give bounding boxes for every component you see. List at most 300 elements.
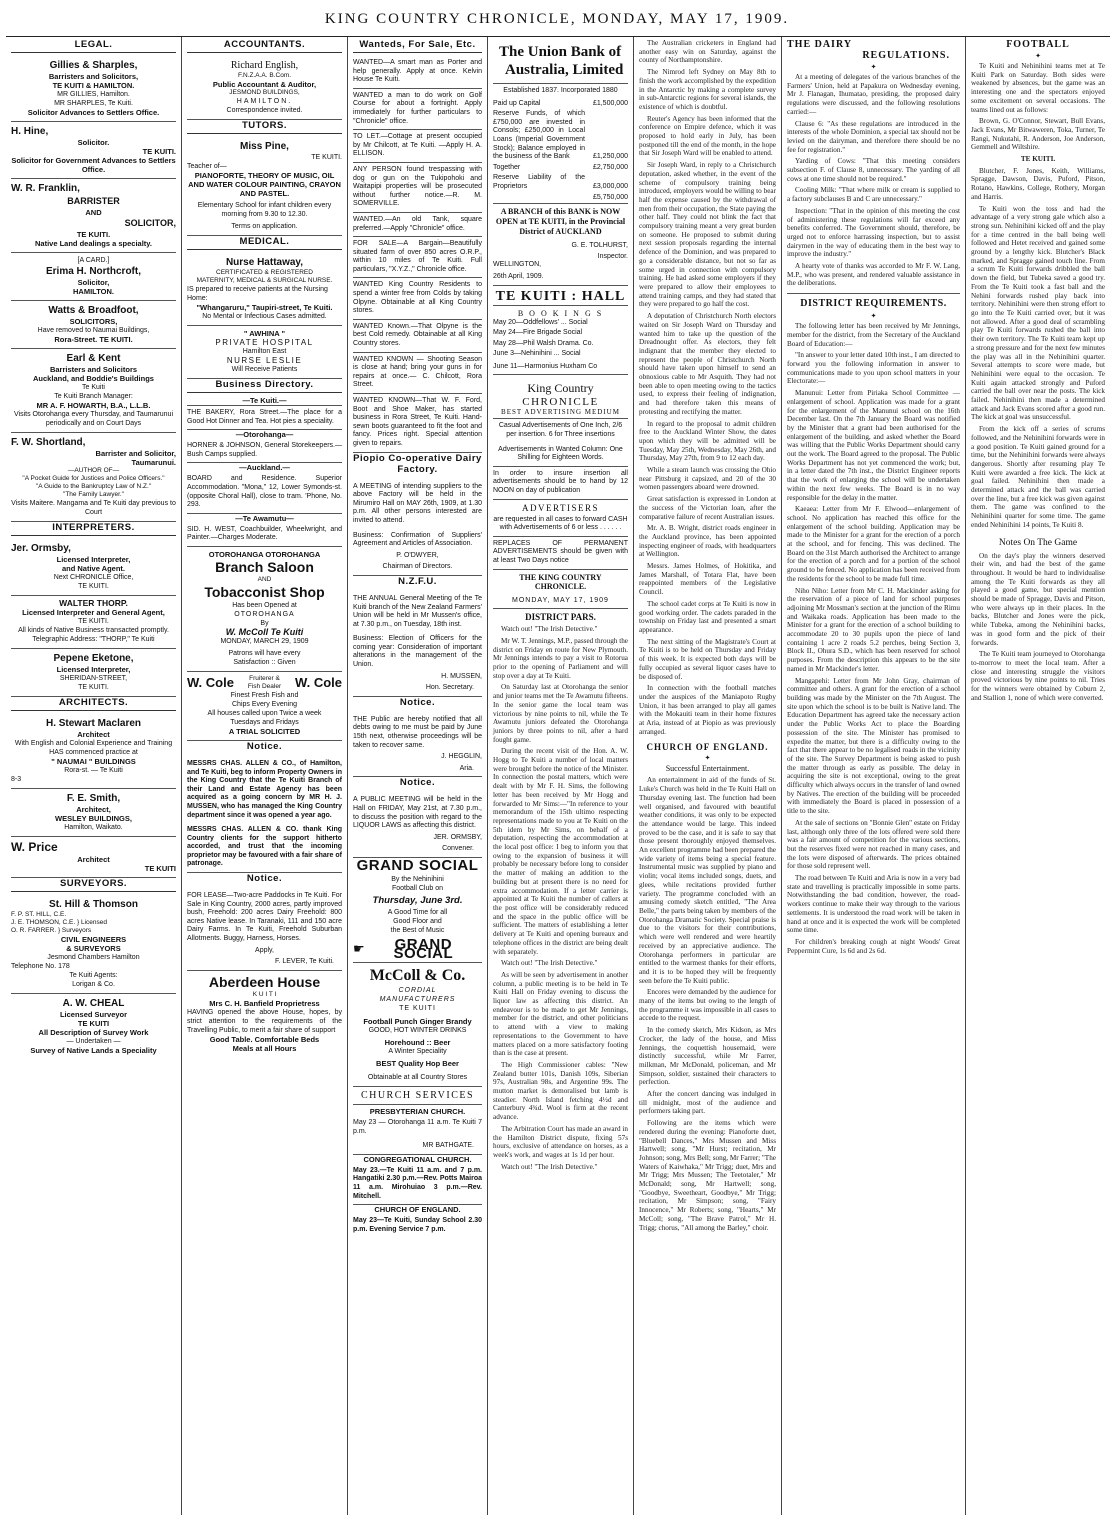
ad-eketone	[11, 649, 176, 697]
ad-line: Terms on application.	[231, 223, 298, 230]
ad-watts	[11, 301, 176, 349]
paragraph: Following are the items which were rendered during the evening: Pianoforte duet, "Bluebell Dances," Mrs Mussen and Miss Hartwell; song, "Mr Hurst; recitation, Mr Johnson; song, Mrs Bell; song, Mr Farrer; "The Waters of Kaiwhaka," Mr Trigg; duet, Mrs and Mr Trigg; Mrs Mussen; The Teetotaler," Mr McDonald; song, Mr Hartwell; song, "Goodbye, Sweetheart, Goodbye," Mr Trigg; recitation, Mr Simpson; song, "Fairy Innocence," Mr Roberts; song, "Hearts," Mr McColl; song, "The Brave Patrol," Mr H. Trigg; chorus, "All among the Barley," choir.	[639, 1119, 776, 1232]
paragraph: The following letter has been received by Mr Jennings, member for the district, from the Secretary of the Auckland Board of Education:—	[787, 322, 960, 348]
paragraph: The next sitting of the Magistrate's Court at Te Kuiti is to be held on Thursday and Friday of this week. It is expected both days will be fully occupied as several liquor cases have to be disposed of.	[639, 637, 776, 681]
booking-item: June 11—Harmonius Huxham Co	[493, 360, 628, 376]
ad-shortland	[11, 433, 176, 522]
section-header-architects: ARCHITECTS.	[11, 697, 176, 711]
directory-town: —Te Kuiti.—	[187, 396, 342, 406]
star-ornament-icon: ✦	[870, 312, 877, 321]
paragraph: Reuter's Agency has been informed that the conference on Empire defence, which it was proposed to hold early in July, has been postponed till the end of the month, in the hope that Sir Joseph Ward will be enabled to attend.	[639, 114, 776, 158]
ad-line: Architect,	[76, 805, 111, 814]
ad-line: BARRISTER	[67, 196, 120, 206]
ad-board: BOARD and Residence. Superior Accommodation. "Mona," 12, Lower Symonds-st. (opposite Choral Hall), close to tram. 'Phone, No. 293.	[187, 472, 342, 513]
wanted-ad: WANTED KNOWN—That W. F. Ford, Boot and Shoe Maker, has started business in Rora Street, Te Kuiti. Hand-sewn boots guaranteed to fit the foot and fancy. Prices right. Special attention given to repairs.	[353, 394, 482, 453]
ad-line: PRIVATE HOSPITAL	[215, 338, 314, 347]
bank-name: The Union Bank of	[499, 44, 622, 60]
nzfu-signature: H. MUSSEN,	[441, 672, 482, 680]
ad-name: W. Price	[11, 840, 58, 854]
ad-line: " NAUMAI " BUILDINGS	[51, 757, 136, 766]
ad-line: "Whangaruru," Taupiri-street, Te Kuiti.	[196, 303, 333, 312]
ad-saloon	[187, 547, 342, 672]
ad-allen-1: MESSRS CHAS. ALLEN & CO., of Hamilton, and Te Kuiti, beg to inform Property Owners in the King Country that the Te Kuiti Branch of their Land and Estate Agency has been acquired as a going concern by MR H. J. MUSSEN, who has managed the King Country department since it was opened a year ago.	[187, 759, 342, 819]
ad-hine	[11, 122, 176, 179]
ad-line: Hamilton, Waikato.	[64, 824, 123, 831]
ad-northcroft	[11, 253, 176, 301]
notice-signature: JER. ORMSBY,	[433, 833, 482, 841]
paragraph: From the kick off a series of scrums followed, and the Nehinihini forwards were in a good position. Te Kuiti gained ground for a time, but the Nehinihini forwards were always dangerous. Shortly after resuming play Te Kuiti were awarded a free kick. The kick at goal failed. Nehinihini then made a determined attack and the ball was carried over the line, but a free kick was given against them. The game was confined to the Nehinihini quarter for some time. The game ended Nehinihini 14 points, Te Kuiti 8.	[971, 425, 1105, 529]
paragraph: The High Commissioner cables: "New Zealand butter 101s, Danish 109s, Siberian 97s, Australian 98s, and Argentine 99s. The mutton market is demoralised but lamb is steadier. North Island fetching 4½d and Canterbury 4¾d. Wool is firm at the recent advance.	[493, 1060, 628, 1122]
ad-line: BEST Quality Hop Beer	[376, 1058, 459, 1068]
ad-line: Teacher of—	[187, 163, 227, 170]
ad-line: Public Accountant & Auditor,	[212, 80, 317, 89]
ad-line: Fruiterer & Fish Dealer	[247, 674, 282, 690]
ad-line: TE KUITI	[77, 1019, 110, 1028]
ad-line: TE KUITI.	[76, 230, 111, 239]
ad-line: Visits Maitere. Mangama and Te Kuiti day previous to Court	[11, 500, 176, 516]
ad-line: Solicitor.	[77, 138, 110, 147]
grand-social-title: GRAND SOCIAL	[356, 856, 479, 874]
ad-line: With English and Colonial Experience and Training	[14, 740, 173, 747]
church-times: May 23.—Te Kuiti 11 a.m. and 7 p.m. Hangatiki 2.30 p.m.—Rev. Potts Mairoa 11 a.m. Mirohuiao 3 p.m.—Rev. Mitchell.	[353, 1164, 482, 1205]
ad-line: [A CARD.]	[77, 257, 110, 264]
ad-aberdeen	[187, 971, 342, 1057]
ad-line: and Native Agent.	[61, 564, 126, 573]
ad-line: TE KUITI.	[78, 684, 109, 691]
ad-line: Mrs C. H. Banfield Proprietress	[209, 998, 320, 1008]
booking-item: June 3—Nehinihini ... Social	[493, 350, 581, 358]
ad-line: A Good Time for all	[387, 908, 448, 916]
bank-row-value: £3,000,000	[592, 182, 628, 190]
section-header-legal: LEGAL.	[11, 39, 176, 53]
ad-line: OTOROHANGA OTOROHANGA	[208, 549, 321, 559]
church-minister: MR BATHGATE.	[353, 1139, 482, 1155]
bank-row-value: £1,250,000	[592, 153, 628, 161]
ad-name: McColl & Co.	[369, 966, 466, 984]
ad-line: A TRIAL SOLICITED	[228, 726, 301, 736]
directory-town: —Otorohanga—	[235, 430, 294, 440]
section-header-surveyors: SURVEYORS.	[11, 878, 176, 892]
paragraph: Watch out! "The Irish Detective."	[501, 1162, 598, 1171]
paragraph: Brown, G. O'Connor, Stewart, Bull Evans, Jack Evans, Mr Bitwaweren, Toka, Turner, Te Rangi, Nukutahi, R. Anderson, Joe Anderson, Gemmell and Wiltshire.	[971, 117, 1105, 152]
ad-line: All houses called upon Twice a week	[207, 709, 322, 717]
ad-smith	[11, 789, 176, 837]
ad-line: Licensed Interpreter and General Agent,	[22, 608, 165, 617]
ad-line: Native Land dealings a specialty.	[35, 239, 152, 248]
paper-date: MONDAY, MAY 17, 1909	[493, 594, 628, 610]
ad-line: Solicitor Advances to Settlers Office.	[27, 108, 160, 117]
wanted-ad: WANTED—A smart man as Porter and help generally. Apply at once. Kelvin House Te Kuiti.	[353, 56, 482, 89]
ad-line: Football Punch Ginger Brandy	[363, 1016, 472, 1026]
ad-lease: FOR LEASE—Two-acre Paddocks in Te Kuiti. For Sale in King Country, 2000 acres, partly improved bush, Freehold: 200 acres Dairy Freehold: 800 acres Native lease. In Taranaki, 111 and 150 acre Dairy Farms. In Te Kuiti, Freehold Suburban Allotments. Buggy, Harness, Horses.	[187, 892, 342, 943]
ad-mccoll	[353, 963, 482, 1087]
booking-item: May 20—Oddfellows' ... Social	[493, 318, 588, 326]
ad-name: Aberdeen House	[208, 973, 321, 990]
ad-line: — Undertaken —	[66, 1038, 121, 1045]
church-england-heading: CHURCH OF ENGLAND.	[646, 742, 769, 753]
ad-line: HAS commenced practice at	[49, 749, 138, 756]
chronicle-ad-title-2: CHRONICLE	[522, 396, 599, 409]
ad-line: CERTIFICATED & REGISTERED	[216, 269, 313, 276]
ad-hattaway	[187, 253, 342, 326]
ad-line: Has been Opened at	[232, 601, 297, 609]
ad-line: SHERIDAN-STREET,	[59, 675, 128, 682]
ad-name: W. R. Franklin,	[11, 183, 80, 194]
paragraph: Encores were demanded by the audience for many of the items but owing to the length of the programme it was impossible in all cases to accede to the request.	[639, 988, 776, 1023]
church-services-heading: CHURCH SERVICES	[360, 1089, 475, 1101]
bank-table-row	[493, 99, 628, 110]
chronicle-ad-title: King Country	[527, 381, 594, 396]
ad-name: F. E. Smith,	[66, 793, 121, 804]
church-name: CHURCH OF ENGLAND.	[374, 1205, 461, 1215]
ad-line: Good Table. Comfortable Beds	[209, 1034, 320, 1044]
ad-price	[11, 837, 176, 878]
ad-line: Survey of Native Lands a Speciality	[30, 1046, 157, 1055]
ad-line: AND	[257, 575, 272, 583]
ad-line: Te Kuiti	[82, 384, 105, 391]
chronicle-ad-deadline: In order to insure insertion all advertisements should be to hand by 12 NOON on day of publication	[493, 467, 628, 500]
ad-name: H. Stewart Maclaren	[45, 718, 142, 729]
ad-line: Lorigan & Co.	[72, 981, 115, 988]
directory-town: —Te Awamutu—	[235, 513, 294, 523]
star-ornament-icon: ✦	[704, 754, 711, 763]
paragraph: Sir Joseph Ward, in reply to a Christchurch deputation, asked whether, in the event of the scheme of compulsory training being introduced, employers would be willing to bear half the expense caused by the withdrawal of men from their occupation, the State paying the other half. They could not blink the fact that compulsory training meant a very great burden on someone. He proposed to submit during next session proposals regarding the internal defence of the Dominion, and was prepared to go a considerable distance, but not so far as some urged in connection with compulsory training. He had asked some employers if they were prepared to allow their employees to attend training camps, and they had stated that they were prepared to go half the cost.	[639, 161, 776, 309]
ad-line: HAMILTON.	[236, 98, 293, 105]
wanted-ad: FOR SALE—A Bargain—Beautifully situated farm of over 850 acres O.R.P., within 10 miles of Te Kuiti. Full particulars, "X.Y.Z.," Chronicle office.	[353, 237, 482, 278]
ad-line: Solicitor for Government Advances to Settlers Office.	[11, 156, 176, 174]
ad-line: Barristers and Solicitors	[49, 365, 138, 374]
ad-line: Solicitor,	[77, 278, 110, 287]
ad-line: Thursday, June 3rd.	[372, 894, 463, 906]
church-england-subheading: Successful Entertainment.	[665, 764, 750, 774]
paragraph: In the comedy sketch, Mrs Kidson, as Mrs Crocker, the lady of the house, and Miss Jennings, the coquettish housemaid, were distinctly successful, while Mr Farrer, milkman, Mr McDonald, policeman, and Mr Simpson, soldier, sustained their characters to perfection.	[639, 1026, 776, 1087]
paper-name: THE KING COUNTRY CHRONICLE.	[519, 572, 602, 591]
booking-item: May 24—Fire Brigade Social	[493, 329, 583, 337]
ad-name: W. Cole	[295, 675, 342, 691]
ad-franklin	[11, 179, 176, 253]
paragraph: The Arbitration Court has made an award in the Hamilton District dispute, fixing 57s hours, exclusive of attendance on horses, as a week's work, and wages at 1s 1d per hour.	[493, 1124, 628, 1159]
ad-line: Rora-st. — Te Kuiti	[64, 767, 123, 774]
paragraph: Cooling Milk: "That where milk or cream is supplied to a factory subclauses B and C are unnecessary."	[787, 186, 960, 204]
church-name: PRESBYTERIAN CHURCH.	[353, 1104, 482, 1116]
bank-table-row	[493, 193, 628, 204]
ad-line: Finest Fresh Fish and	[230, 691, 299, 699]
ad-line: All kinds of Native Business transacted promptly.	[18, 627, 169, 634]
ad-line: Auckland, and Boddie's Buildings	[33, 374, 154, 383]
ad-line: Hamilton East	[242, 348, 287, 355]
section-header-wanteds: Wanteds, For Sale, Etc.	[353, 39, 482, 53]
ad-line: HAVING opened the above House, hopes, by strict attention to the requirements of the Travelling Public, to merit a fair share of support	[187, 1008, 342, 1034]
dairy-heading: THE DAIRY	[787, 39, 853, 50]
ad-line: CIVIL ENGINEERS	[60, 935, 127, 944]
ad-line: Te Kuiti Agents:	[69, 972, 118, 979]
paragraph: During the recent visit of the Hon. A. W. Hogg to Te Kuiti a number of local matters were brought before the notice of the Minister. In connection the postal matters, which were dealt with by Mr F. H. Sims, the following letter has been received by Mr Hogg and forwarded to Mr Sims:—"In reference to your memorandum of the 15th ultimo respecting representations made to you at Te Kuiti on the 5th idem by Mr Sims, on behalf of a deputation, respecting the accommodation at the local post office: I beg to inform you that owing to the expansion of business it will probably be necessary before long to consider the matter of making an addition to the building but at present there is no need for extra accommodation. If a letter carrier is appointed at Te Kuiti the number of callers at the post office will be considerably reduced and the space in the public office will be sufficient. The matters of establishing a letter delivery at Te Kuiti and opening bureaux and telephone offices in the district are being dealt with separately.	[493, 747, 628, 956]
ad-line: Visits Otorohanga every Thursday, and Taumarunui periodically and on Court Days	[13, 411, 174, 427]
column-football	[966, 37, 1110, 1515]
ad-name: F. W. Shortland,	[11, 437, 86, 448]
ad-line: Architect	[77, 855, 110, 864]
paragraph: Inspection: "That in the opinion of this meeting the cost of administering these regulations will far exceed any benefits conferred. The Government should, therefore, be urged not to enforce harrassing inspection, but to assist dairymen in the way of educating them in the best way to improve the industry."	[787, 206, 960, 259]
paragraph: In regard to the proposal to admit children free to the Auckland Winter Show, the dates upon which they will be admitted will be Tuesday, May 25th, Wednesday, May 26th, and Thursday, May 27th, from 9 to 12 each day.	[639, 419, 776, 463]
ad-grand-social	[353, 858, 482, 963]
notice-heading: Notice.	[399, 696, 436, 708]
ad-line: Jesmond Chambers Hamilton	[47, 954, 140, 961]
ad-line: Telegraphic Address: "THORP," Te Kuiti	[32, 636, 155, 643]
section-header-accountants: ACCOUNTANTS.	[187, 39, 342, 53]
ad-line: Taumarunui.	[131, 458, 176, 467]
ad-line: MR GILLIES, Hamilton.	[57, 91, 130, 98]
ad-line: TE KUITI.	[311, 154, 342, 161]
church-name: CONGREGATIONAL CHURCH.	[363, 1154, 472, 1164]
notice-debts: THE Public are hereby notified that all debts owing to me must be paid by June 15th next, otherwise proceedings will be taken to recover same.	[353, 715, 482, 749]
ad-west: SID. H. WEST, Coachbuilder, Wheelwright, and Painter.—Charges Moderate.	[187, 523, 342, 547]
ad-line: OTOROHANGA	[234, 610, 295, 618]
ad-line: F.N.Z.A.A. B.Com.	[237, 72, 292, 79]
ad-line: Telephone No. 178	[11, 963, 70, 970]
ad-line: All Description of Survey Work	[38, 1028, 149, 1037]
bank-row-label: Together	[493, 163, 521, 171]
ad-line: TE KUITI.	[78, 618, 109, 625]
ad-line: NURSE LESLIE	[226, 356, 303, 365]
ad-line: CORDIAL	[398, 986, 437, 994]
ad-name: WALTER THORP.	[59, 598, 128, 608]
ad-name: Miss Pine,	[240, 141, 289, 152]
ad-line: By the Nehinihini	[391, 875, 444, 883]
paragraph: The Nimrod left Sydney on May 8th to finish the work accomplished by the expedition in the Antarctic by making a complete survey in sub-Antarctic regions for several islands, the existence of which is doubtful.	[639, 68, 776, 111]
wanted-ad: WANTED KNOWN — Shooting Season is close at hand; bring your guns in for repairs at once.— C. Chilcott, Rora Street.	[353, 353, 482, 394]
section-header-tutors: TUTORS.	[187, 120, 342, 134]
paragraph: Watch out! "The Irish Detective."	[501, 959, 598, 968]
bank-date: 26th April, 1909.	[493, 270, 628, 286]
paragraph: The school cadet corps at Te Kuiti is now in good working order. The cadets paraded in the township on Friday last and presented a smart appearance.	[639, 599, 776, 634]
ad-cole	[187, 672, 342, 741]
ad-line: TE KUITI.	[78, 583, 109, 590]
bank-row-value: £1,500,000	[592, 99, 628, 107]
notice-heading: Notice.	[399, 777, 436, 789]
hall-heading: TE KUITI : HALL	[493, 289, 628, 306]
paragraph: An entertainment in aid of the funds of St. Luke's Church was held in the Te Kuiti Hall on Thursday evening last. The function had been well organised, and favoured with beautiful weather conditions, it was only to be expected the attendance would be large. This indeed proved to be the case, and it is safe to say that those present thoroughly enjoyed themselves. An excellent programme had been prepared the wide variety of items being a special feature. Instrumental music was supplied by piano and violin; vocal items included songs, duets, and glees, while recitations provided further variety. The programme concluded with an amusing comedy sketch entitled, "The Area Belle," the parts being taken by members of the Otorohanga Dramatic Society. Special praise is due to the visitors for their contributions, which were well rendered and were heartily received by an appreciative audience. The Otorohanga performers in particular are entitled to the warmest thanks for their efforts, and it is to be hoped they will be frequently seen before the Te Kuiti public.	[639, 776, 776, 985]
paragraph: Te Kuiti and Nehinihini teams met at Te Kuiti Park on Saturday. Both sides were weakened by absences, but the game was an interesting one and the spectators enjoyed some excitement on several occasions. The teams lined out as follows:	[971, 62, 1105, 114]
ad-name: Richard English,	[230, 60, 299, 71]
ad-line: By	[260, 619, 269, 627]
paragraph: While a steam launch was crossing the Ohio near Pittsburg it capsized, and 20 of the 30 women passengers aboard were drowned.	[639, 466, 776, 492]
district-requirements-body	[787, 322, 960, 955]
advertisers-notice: are requested in all cases to forward CASH with Advertisements of 6 or less . . . . . .	[493, 513, 628, 537]
bank-row-label: Reserve Liability of the Proprietors	[493, 174, 585, 190]
ad-cheal	[11, 994, 176, 1059]
ad-name: Watts & Broadfoot,	[48, 305, 139, 316]
star-ornament-icon: ✦	[870, 63, 877, 71]
district-pars-heading: DISTRICT PARS.	[525, 612, 596, 623]
paragraph: Great satisfaction is expressed in London at the success of the Victorian loan, after the comparative failure of recent Australian issues.	[639, 495, 776, 521]
football-body	[971, 62, 1105, 530]
ad-line: MR SHARPLES, Te Kuiti.	[54, 100, 133, 107]
ad-name: Nurse Hattaway,	[225, 257, 304, 268]
piopio-title: Chairman of Directors.	[353, 560, 482, 576]
ad-line: Barristers and Solicitors,	[48, 72, 139, 81]
ad-maclaren	[11, 714, 176, 789]
ad-line: J. E. THOMSON, C.E. } Licensed	[11, 919, 107, 926]
newspaper-page	[6, 36, 1110, 1515]
column-accountants	[182, 37, 348, 1515]
paragraph: After the concert dancing was indulged in till midnight, most of the audience and performers taking part.	[639, 1090, 776, 1116]
paragraph: Mr. A. B. Wright, district roads engineer in the Auckland province, has been appointed inspecting engineer of roads, with headquarters at Wellington.	[639, 524, 776, 559]
church-times: May 23 — Otorohanga 11 a.m. Te Kuiti 7 p.m.	[353, 1118, 482, 1135]
grand-social-title-repeat: GRAND SOCIAL	[393, 935, 454, 962]
notice-place: Aria.	[353, 762, 482, 778]
bank-row-value: £2,750,000	[592, 163, 628, 171]
ad-line: TE KUITI	[399, 1004, 436, 1012]
wanted-ad: WANTED King Country Residents to spend a winter free from Colds by taking Olpyne. Obtainable at all King Country stores.	[353, 278, 482, 319]
ad-line: GOOD, HOT WINTER DRINKS	[368, 1026, 467, 1034]
chronicle-ad-wanted: Advertisements in Wanted Column: One Shilling for Eighteen Words.	[493, 443, 628, 467]
notes-heading: Notes On The Game	[998, 537, 1078, 548]
ad-line: SOLICITOR,	[124, 218, 176, 228]
bank-place: WELLINGTON,	[493, 261, 542, 269]
news-body	[639, 39, 776, 736]
ad-line: MR A. F. HOWARTH, B.A., L.L.B.	[36, 401, 151, 410]
paragraph: Messrs. James Holmes, of Hokitika, and James Marshall, of Totara Flat, have been reappointed members of the Legislative Council.	[639, 562, 776, 597]
paragraph: Mangapehi: Letter from Mr John Gray, chairman of committee and others. A grant for the erection of a school building was made by the Minister on the 7th August. The site upon which the school is to be built is Native land. The Education Department has agreed take the necessary action under the Public Works Act to place the Boarding possession of the site. The Minister has promised to expedite the matter, but there is a difficulty owing to the fact that there appear to be no legalised roads in the vicinity of the site. The Survey Department is being asked to push the matter through as early as possible. The delay in acquiring the site is not exceptional, owing to the great difficulty which always occurs in the transfer of land owned by Natives. The erection of the building will be proceeded with immediately the Board is placed in possession of a title to the site.	[787, 676, 960, 816]
bank-row-label: Reserve Funds, of which £750,000 are invested in Consols; £250,000 in Local Loans (Imperial Government Stock); Balance employed in the business of the Bank	[493, 110, 585, 161]
paragraph: On the day's play the winners deserved their win, and had the best of the game throughout. It would be hard to individualise among the Te Kuiti forwards as they all played a good game, but special mention should be made of Spragge, Davis and Pitson, who were always up in their places. In the backs, Blutcher and Jones were the pick, while Tubeka, among the Nehinihini backs, was in good form and the pick of their forwards.	[971, 551, 1105, 647]
ad-name: W. Cole	[187, 675, 234, 691]
chronicle-ad-tagline: BEST ADVERTISING MEDIUM	[493, 408, 628, 419]
paragraph: Manunui: Letter from Piriaka School Committee — enlargement of school. Application was made for a grant for the enlargement of the Manunui school on the 16th December last. On the 7th January the Board was notified by the Minister that a grant had been authorised for the enlargement of the building, and asked whether the Board was willing that the Public Works Department should carry out the work. The Board agreed to the proposal. The Public Works Department has not yet commenced the work; but, in a letter dated the 7th inst., the District Engineer reports that the work of enlarging the school will be undertaken within the next few weeks. The Board is in no way responsible for the delay in the matter.	[787, 389, 960, 502]
nzfu-title: Hon. Secretary.	[353, 681, 482, 697]
ad-line: Correspondence invited.	[226, 107, 303, 114]
bank-table-row	[493, 109, 628, 163]
paragraph: The Te Kuiti team journeyed to Otorohanga to-morrow to meet the local team. After a close and interesting struggle the visitors proved victorious by nine points to nil. Tries for the winners were obtained by Coburn 2, and Stallion 1, none of which were converted.	[971, 650, 1105, 702]
ad-line: Obtainable at all Country Stores	[367, 1073, 468, 1081]
notes-body	[971, 552, 1105, 703]
pointing-hand-icon: ☛	[353, 941, 365, 957]
ad-name: Earl & Kent	[66, 353, 121, 364]
ad-line: JESMOND BUILDINGS,	[229, 89, 300, 96]
church-england-body	[639, 776, 776, 1232]
directory-town: —Auckland.—	[239, 463, 290, 473]
ad-gillies	[11, 56, 176, 122]
church-times: May 23—Te Kuiti, Sunday School 2.30 p.m. Evening Service 7 p.m.	[353, 1217, 482, 1233]
paragraph: The Australian cricketers in England had another easy win on Saturday, against the county of Northamptonshire.	[639, 39, 776, 65]
ad-line: Meals at all Hours	[232, 1043, 297, 1053]
ad-line: Tuesdays and Fridays	[230, 718, 299, 726]
ad-line: WESLEY BUILDINGS,	[55, 814, 132, 823]
ad-line: 8-3	[11, 776, 22, 783]
bank-row-value: £5,750,000	[592, 193, 628, 201]
district-pars-body	[493, 625, 628, 1171]
dairy-heading-line2: REGULATIONS.	[862, 50, 950, 61]
section-header-business-directory: Business Directory.	[187, 379, 342, 393]
ad-english	[187, 56, 342, 120]
star-ornament-icon: ✦	[1035, 52, 1041, 60]
wanted-ad: WANTED Known.—That Olpyne is the best Cold remedy. Obtainable at all King Country stores.	[353, 320, 482, 353]
piopio-heading: Piopio Co-operative Dairy Factory.	[353, 452, 482, 475]
paragraph: In connection with the football matches under the auspices of the Maniapoto Rugby Union, it has been arranged to play all games with the Mokauiti team in their home fixtures at Aria, instead of at Piopio as was previously arranged.	[639, 684, 776, 736]
ad-line: F. P. ST. HILL, C.E.	[11, 911, 67, 918]
booking-item: May 28—Phil Walsh Drama. Co.	[493, 339, 594, 347]
ad-line: Rora-Street. TE KUITI.	[54, 335, 133, 344]
team-heading: TE KUITI.	[1020, 155, 1056, 164]
notice-meeting: A PUBLIC MEETING will be held in the Hall on FRIDAY, May 21st, at 7.30 p.m., to discuss the position with regard to the LIQUOR LAWS as affecting this district.	[353, 796, 482, 830]
wanted-ad: TO LET.—Cottage at present occupied by Mr Chilcott, at Te Kuiti. —Apply H. A. ELLISON.	[353, 130, 482, 163]
ad-line: "A Guide to the Bankruptcy Law of N.Z."	[35, 483, 152, 490]
ad-line: Patrons will have every	[228, 649, 301, 657]
column-bank-pars	[488, 37, 634, 1515]
bank-table-row	[493, 163, 628, 174]
ad-lease-signature: F. LEVER, Te Kuiti.	[187, 955, 342, 971]
paragraph: "In answer to your letter dated 10th inst., I am directed to forward you the following information in answer to communications made to you upon school matters in your Electorate:—	[787, 351, 960, 386]
ad-line: "The Family Lawyer."	[63, 491, 124, 498]
ad-line: Satisfaction :: Given	[233, 658, 296, 666]
nzfu-heading: N.Z.F.U.	[398, 575, 437, 587]
ad-line: W. McColl Te Kuiti	[225, 626, 304, 637]
ad-line: "A Pocket Guide for Justices and Police Officers."	[22, 475, 165, 482]
ad-awhina	[187, 326, 342, 379]
column-wanteds	[348, 37, 488, 1515]
ad-lease-apply: Apply,	[255, 946, 274, 954]
ad-name: Gillies & Sharples,	[49, 60, 138, 71]
ad-name: H. Hine,	[11, 126, 49, 137]
ad-hill	[11, 895, 176, 994]
ad-name: Pepene Eketone,	[53, 653, 134, 664]
football-heading: FOOTBALL	[1006, 39, 1070, 50]
ad-line: Licensed Interpreter,	[56, 555, 131, 564]
bank-row-label: Paid up Capital	[493, 99, 541, 107]
ad-kent	[11, 349, 176, 433]
ad-line: Have removed to Naumai Buildings,	[37, 327, 150, 334]
ad-line: K U I T I	[252, 990, 277, 998]
ad-line: IS prepared to receive patients at the Nursing Home:	[187, 286, 328, 302]
section-header-medical: MEDICAL.	[187, 236, 342, 250]
bank-established: Established 1837. Incorporated 1880	[503, 87, 618, 94]
bank-inspector: G. E. TOLHURST,	[571, 242, 628, 250]
paragraph: Clause 6: "As these regulations are introduced in the interests of the whole Dominion, a special tax should not be levied on the dairyman, and therefore there should be no fee for registration."	[787, 119, 960, 154]
ad-allen-2: MESSRS CHAS. ALLEN & CO. thank King Country clients for the support hitherto accorded, and trust that the incoming proprietor may be favoured with a fair share of patronage.	[187, 823, 342, 873]
wanted-ad: WANTED a man to do work on Golf Course for about a fortnight. Apply immediately for further particulars to "Chronicle" office.	[353, 89, 482, 130]
ad-line: SOLICITORS,	[69, 317, 118, 326]
section-header-interpreters: INTERPRETERS.	[11, 522, 176, 536]
ad-line: Architect	[77, 730, 110, 739]
ad-name: A. W. CHEAL	[62, 998, 125, 1009]
ad-line: TE KUITI.	[142, 147, 176, 156]
paragraph: Watch out! "The Irish Detective."	[501, 625, 598, 634]
paragraph: As will be seen by advertisement in another column, a public meeting is to be held in Te Kuiti Hall on Friday evening to discuss the liquor law as affecting this district. An endeavour is to be made to get Mr Jennings, member for the district, and other politicians to attend with a view to making representations to the Government to have matters placed on a more satisfactory footing than is the case at present.	[493, 970, 628, 1058]
ad-line: Elementary School for infant children every morning from 9.30 to 12.30.	[197, 202, 332, 218]
nzfu-business: Business: Election of Officers for the coming year: Consideration of important alterations in the management of the Union.	[353, 635, 482, 669]
ad-line: PIANOFORTE, THEORY OF MUSIC, OIL AND WATER COLOUR PAINTING, CRAYON AND PASTEL.	[188, 171, 341, 198]
bank-table-row	[493, 173, 628, 192]
paragraph: At the sale of sections on "Bonnie Glen" estate on Friday last, although only three of the lots offered were sold there was a fair amount of competition for the various sections, but the reserves fixed were not reached in many cases, and the lots were disposed of afterwards. The prices obtained for those sold represent well.	[787, 818, 960, 871]
ad-line: AND	[85, 208, 102, 217]
column-dairy-district	[782, 37, 966, 1515]
piopio-signature: P. O'DWYER,	[396, 551, 439, 559]
ad-line: the Best of Music	[390, 926, 445, 934]
ad-thorp	[11, 596, 176, 649]
ad-line: HAMILTON.	[73, 287, 114, 296]
ad-name: St. Hill & Thomson	[49, 899, 138, 910]
ad-line: MATERNITY, MEDICAL & SURGICAL NURSE.	[196, 277, 333, 284]
bookings-heading: B O O K I N G S	[517, 308, 604, 318]
paragraph: Blutcher, F. Jones, Keith, Williams, Spragge, Dawson, Davis, Puford, Pitson, Rotano, Hawkins, College, Rothery, Morgan and Harris.	[971, 166, 1105, 201]
ad-line: TE KUITI	[144, 864, 176, 873]
notice-heading: Notice.	[246, 740, 283, 752]
ad-horner: HORNER & JOHNSON, General Storekeepers.—Bush Camps supplied.	[187, 439, 342, 463]
ad-pine	[187, 137, 342, 236]
ad-ormsby	[11, 539, 176, 596]
paragraph: A deputation of Christchurch North electors waited on Sir Joseph Ward on Thursday and wanted him to take up the question of the Dreadnought offer. As electors, they felt indignant that the member they elected to represent the people of Christchurch North should have taken upon himself to send an obnoxious cable to Mr Asquith. They had not been able to open meeting owing to the tactics used, to express their feeling of indignation, and had therefore taken this means of protesting and rectifying the matter.	[639, 312, 776, 416]
ad-name: Erima H. Northcroft,	[45, 266, 141, 277]
